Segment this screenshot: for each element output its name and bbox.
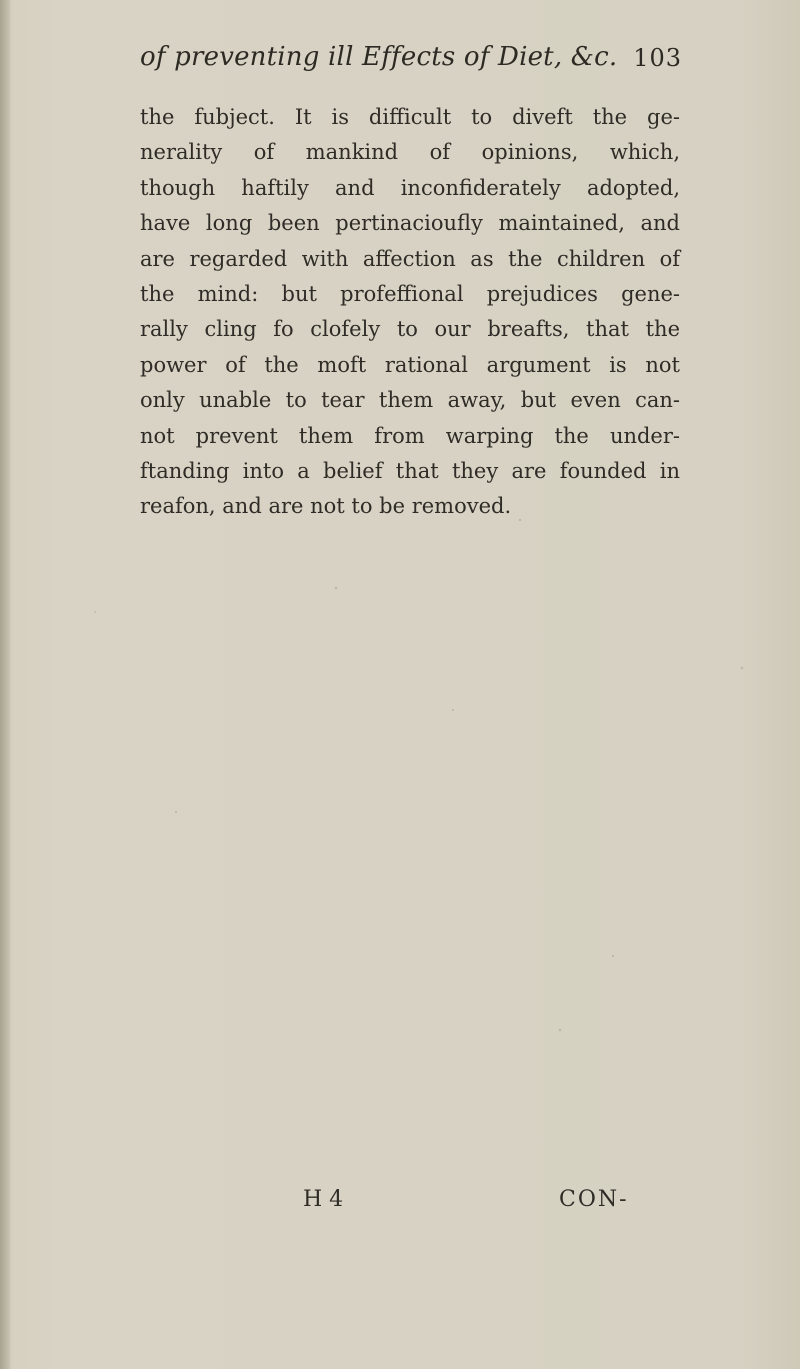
text-line: only unable to tear them away, but even can- (140, 388, 680, 413)
text-line: the fubject. It is difficult to diveft the ge- (140, 105, 680, 129)
page-footer (0, 1187, 800, 1227)
running-head (140, 36, 680, 86)
text-line: reafon, and are not to be removed. (140, 494, 512, 519)
signature-mark: H 4 (303, 1187, 344, 1212)
running-head-title: of preventing ill Effects of Diet, &c. (140, 42, 618, 72)
text-line: rally cling fo clofely to our breafts, that the (140, 317, 680, 342)
page-number: 103 (633, 44, 682, 72)
text-line: not prevent them from warping the under- (140, 423, 680, 448)
text-line: nerality of mankind of opinions, which, (140, 140, 680, 165)
text-line: though haftily and inconfiderately adopted, (140, 175, 680, 200)
text-line: have long been pertinacioufly maintained, and (140, 211, 680, 236)
text-line: the mind: but profeffional prejudices gene- (140, 281, 680, 306)
text-line: are regarded with affection as the children of (140, 246, 680, 271)
body-paragraph (140, 100, 680, 525)
text-line: ftanding into a belief that they are founded in (140, 458, 680, 483)
catchword: CON- (559, 1187, 629, 1212)
text-line: power of the moft rational argument is not (140, 352, 680, 377)
